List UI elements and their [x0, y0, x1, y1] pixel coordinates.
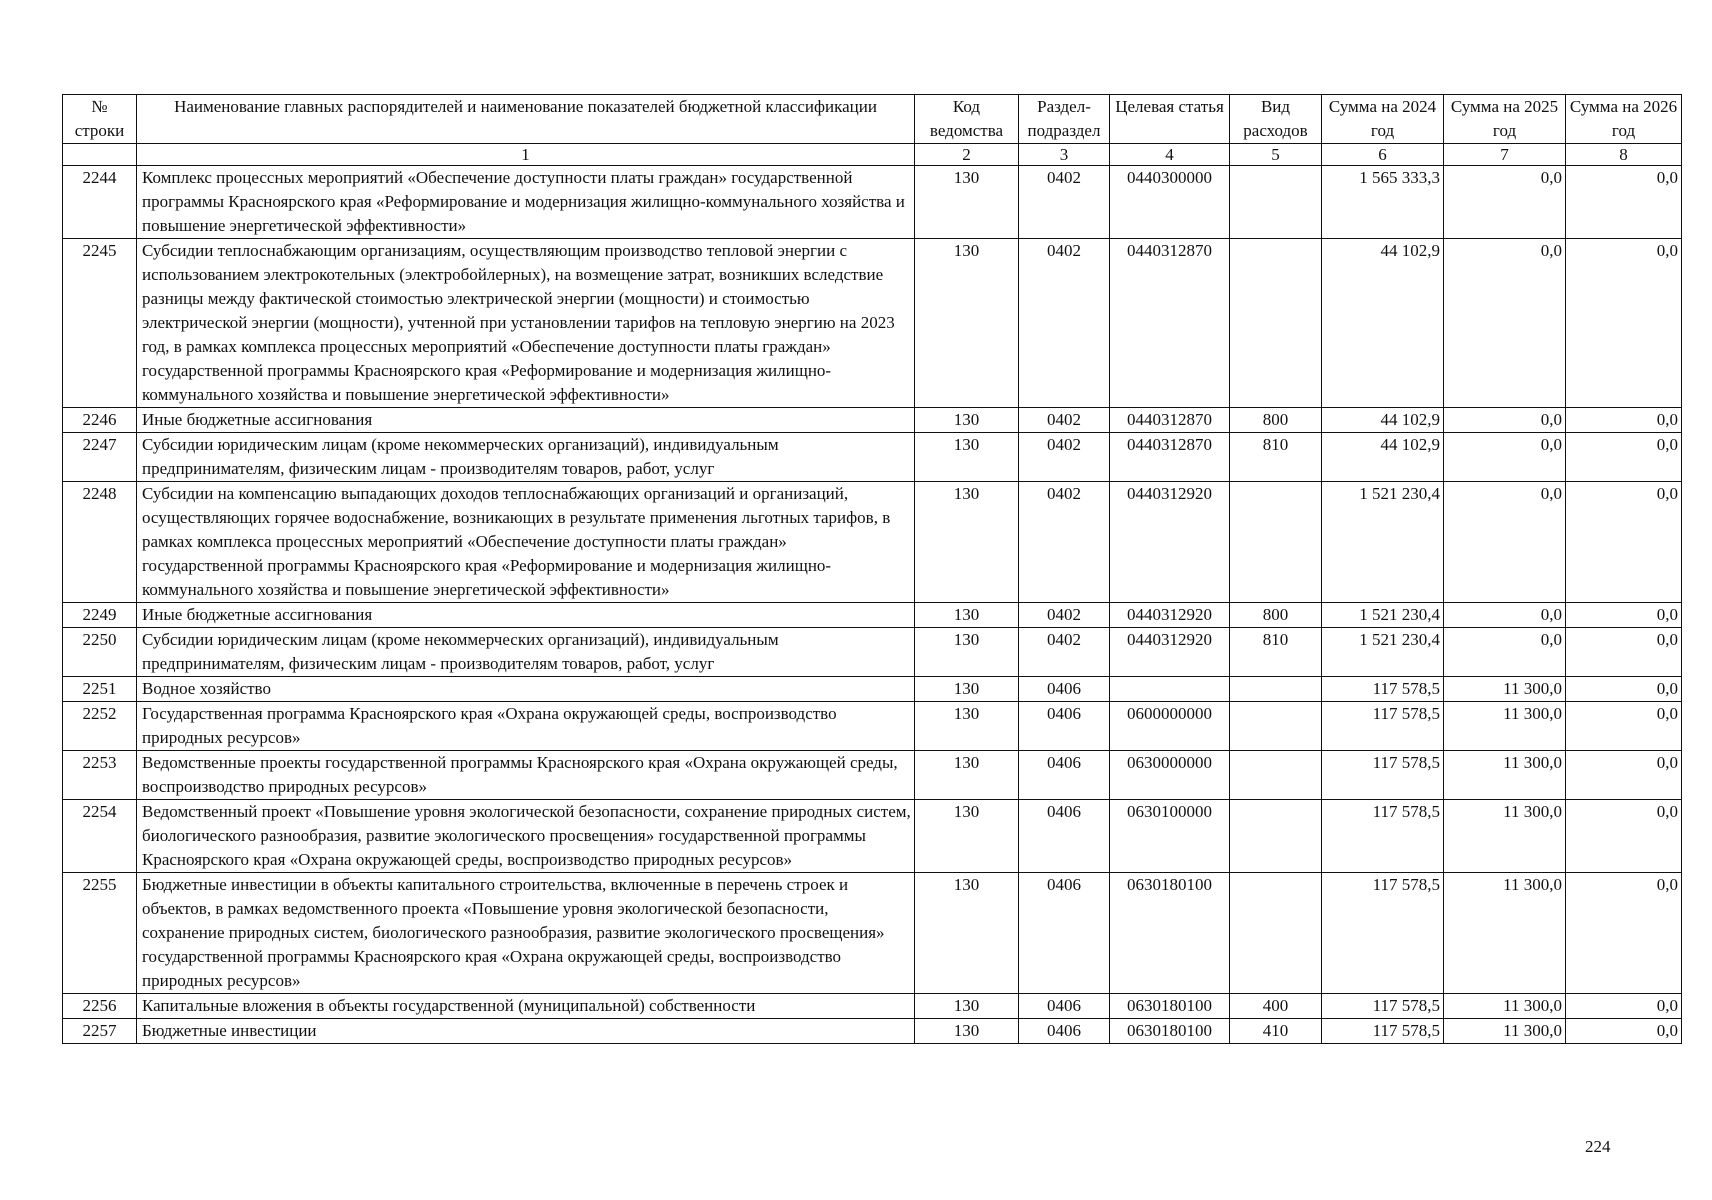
row-name: Иные бюджетные ассигнования — [137, 408, 915, 433]
row-expense-type — [1230, 239, 1322, 408]
row-expense-type — [1230, 482, 1322, 603]
row-expense-type — [1230, 800, 1322, 873]
row-target-article: 0440312920 — [1110, 628, 1230, 677]
row-target-article: 0440312870 — [1110, 408, 1230, 433]
row-sum-2026: 0,0 — [1566, 800, 1682, 873]
row-number: 2249 — [63, 603, 137, 628]
row-target-article: 0440312920 — [1110, 603, 1230, 628]
row-expense-type — [1230, 677, 1322, 702]
row-expense-type: 810 — [1230, 433, 1322, 482]
row-section: 0406 — [1019, 702, 1110, 751]
row-name: Субсидии на компенсацию выпадающих доходов теплоснабжающих организаций и организаций, осуществляющих горячее водоснабжение, возникающих в результате применения льготных тарифов, в рамках комплекса процессных мероприятий «Обеспечение доступности платы граждан» государственной программы Красноярского края «Реформирование и модернизация жилищно-коммунального хозяйства и повышение энергетической эффективности» — [137, 482, 915, 603]
table-row — [63, 800, 1682, 873]
table-row — [63, 1019, 1682, 1044]
row-sum-2026: 0,0 — [1566, 433, 1682, 482]
row-sum-2026: 0,0 — [1566, 408, 1682, 433]
header-target-article: Целевая статья — [1110, 95, 1230, 144]
row-sum-2025: 11 300,0 — [1444, 994, 1566, 1019]
row-section: 0402 — [1019, 482, 1110, 603]
row-sum-2024: 117 578,5 — [1322, 800, 1444, 873]
row-sum-2026: 0,0 — [1566, 239, 1682, 408]
row-ved-code: 130 — [915, 800, 1019, 873]
row-sum-2025: 11 300,0 — [1444, 873, 1566, 994]
header-section: Раздел-подраздел — [1019, 95, 1110, 144]
row-sum-2025: 0,0 — [1444, 408, 1566, 433]
row-section: 0406 — [1019, 873, 1110, 994]
row-target-article: 0440300000 — [1110, 166, 1230, 239]
row-target-article: 0440312870 — [1110, 239, 1230, 408]
row-name: Иные бюджетные ассигнования — [137, 603, 915, 628]
column-number-blank — [63, 144, 137, 166]
row-name: Бюджетные инвестиции в объекты капитального строительства, включенные в перечень строек и объектов, в рамках ведомственного проекта «Повышение уровня экологической безопасности, сохранение природных систем, биологического разнообразия, развитие экологического просвещения» государственной программы Красноярского края «Охрана окружающей среды, воспроизводство природных ресурсов» — [137, 873, 915, 994]
table-row — [63, 408, 1682, 433]
row-sum-2025: 11 300,0 — [1444, 1019, 1566, 1044]
row-sum-2024: 117 578,5 — [1322, 677, 1444, 702]
table-row — [63, 482, 1682, 603]
row-sum-2026: 0,0 — [1566, 994, 1682, 1019]
row-name: Ведомственный проект «Повышение уровня экологической безопасности, сохранение природных систем, биологического разнообразия, развитие экологического просвещения» государственной программы Красноярского края «Охрана окружающей среды, воспроизводство природных ресурсов» — [137, 800, 915, 873]
row-sum-2025: 0,0 — [1444, 628, 1566, 677]
row-name: Комплекс процессных мероприятий «Обеспечение доступности платы граждан» государственной программы Красноярского края «Реформирование и модернизация жилищно-коммунального хозяйства и повышение энергетической эффективности» — [137, 166, 915, 239]
row-expense-type — [1230, 751, 1322, 800]
column-number: 1 — [137, 144, 915, 166]
row-sum-2024: 117 578,5 — [1322, 994, 1444, 1019]
row-section: 0402 — [1019, 166, 1110, 239]
row-number: 2254 — [63, 800, 137, 873]
header-row-number: № строки — [63, 95, 137, 144]
row-name: Субсидии юридическим лицам (кроме некоммерческих организаций), индивидуальным предпринимателям, физическим лицам - производителям товаров, работ, услуг — [137, 628, 915, 677]
row-number: 2245 — [63, 239, 137, 408]
header-row — [63, 95, 1682, 144]
column-number: 3 — [1019, 144, 1110, 166]
row-number: 2253 — [63, 751, 137, 800]
row-sum-2024: 117 578,5 — [1322, 873, 1444, 994]
table-row — [63, 603, 1682, 628]
header-sum-2024: Сумма на 2024 год — [1322, 95, 1444, 144]
row-sum-2025: 0,0 — [1444, 482, 1566, 603]
table-row — [63, 433, 1682, 482]
row-number: 2250 — [63, 628, 137, 677]
row-sum-2026: 0,0 — [1566, 1019, 1682, 1044]
row-sum-2024: 1 521 230,4 — [1322, 482, 1444, 603]
row-ved-code: 130 — [915, 677, 1019, 702]
header-name: Наименование главных распорядителей и наименование показателей бюджетной классификации — [137, 95, 915, 144]
row-ved-code: 130 — [915, 603, 1019, 628]
row-section: 0402 — [1019, 239, 1110, 408]
row-name: Водное хозяйство — [137, 677, 915, 702]
row-sum-2026: 0,0 — [1566, 702, 1682, 751]
row-section: 0406 — [1019, 751, 1110, 800]
row-ved-code: 130 — [915, 873, 1019, 994]
row-section: 0402 — [1019, 433, 1110, 482]
table-row — [63, 873, 1682, 994]
row-target-article: 0630180100 — [1110, 873, 1230, 994]
row-name: Бюджетные инвестиции — [137, 1019, 915, 1044]
row-sum-2024: 44 102,9 — [1322, 239, 1444, 408]
row-sum-2024: 44 102,9 — [1322, 408, 1444, 433]
row-sum-2025: 0,0 — [1444, 166, 1566, 239]
column-number: 7 — [1444, 144, 1566, 166]
row-sum-2026: 0,0 — [1566, 603, 1682, 628]
row-number: 2257 — [63, 1019, 137, 1044]
row-name: Ведомственные проекты государственной программы Красноярского края «Охрана окружающей среды, воспроизводство природных ресурсов» — [137, 751, 915, 800]
row-sum-2026: 0,0 — [1566, 751, 1682, 800]
table-row — [63, 751, 1682, 800]
row-expense-type: 800 — [1230, 408, 1322, 433]
row-number: 2244 — [63, 166, 137, 239]
row-expense-type: 810 — [1230, 628, 1322, 677]
row-sum-2025: 11 300,0 — [1444, 800, 1566, 873]
table-row — [63, 994, 1682, 1019]
row-target-article: 0630180100 — [1110, 994, 1230, 1019]
column-number-row — [63, 144, 1682, 166]
row-number: 2248 — [63, 482, 137, 603]
row-expense-type: 400 — [1230, 994, 1322, 1019]
row-number: 2251 — [63, 677, 137, 702]
row-ved-code: 130 — [915, 433, 1019, 482]
row-target-article: 0630000000 — [1110, 751, 1230, 800]
row-name: Субсидии юридическим лицам (кроме некоммерческих организаций), индивидуальным предпринимателям, физическим лицам - производителям товаров, работ, услуг — [137, 433, 915, 482]
budget-table-sheet — [62, 94, 1681, 1044]
row-sum-2024: 117 578,5 — [1322, 702, 1444, 751]
row-expense-type: 410 — [1230, 1019, 1322, 1044]
header-expense-type: Вид расходов — [1230, 95, 1322, 144]
row-number: 2256 — [63, 994, 137, 1019]
row-sum-2026: 0,0 — [1566, 482, 1682, 603]
row-sum-2025: 0,0 — [1444, 603, 1566, 628]
table-row — [63, 239, 1682, 408]
row-target-article: 0630100000 — [1110, 800, 1230, 873]
row-expense-type — [1230, 166, 1322, 239]
row-target-article — [1110, 677, 1230, 702]
budget-table — [62, 94, 1682, 1044]
row-name: Капитальные вложения в объекты государственной (муниципальной) собственности — [137, 994, 915, 1019]
row-ved-code: 130 — [915, 482, 1019, 603]
column-number: 5 — [1230, 144, 1322, 166]
row-sum-2024: 117 578,5 — [1322, 751, 1444, 800]
row-sum-2024: 1 521 230,4 — [1322, 603, 1444, 628]
row-sum-2026: 0,0 — [1566, 873, 1682, 994]
row-ved-code: 130 — [915, 994, 1019, 1019]
row-number: 2247 — [63, 433, 137, 482]
row-ved-code: 130 — [915, 166, 1019, 239]
row-sum-2024: 1 565 333,3 — [1322, 166, 1444, 239]
row-sum-2025: 11 300,0 — [1444, 677, 1566, 702]
row-ved-code: 130 — [915, 702, 1019, 751]
row-section: 0402 — [1019, 408, 1110, 433]
row-name: Субсидии теплоснабжающим организациям, осуществляющим производство тепловой энергии с использованием электрокотельных (электробойлерных), на возмещение затрат, возникших вследствие разницы между фактической стоимостью электрической энергии (мощности) и стоимостью электрической энергии (мощности), учтенной при установлении тарифов на тепловую энергию на 2023 год, в рамках комплекса процессных мероприятий «Обеспечение доступности платы граждан» государственной программы Красноярского края «Реформирование и модернизация жилищно-коммунального хозяйства и повышение энергетической эффективности» — [137, 239, 915, 408]
column-number: 2 — [915, 144, 1019, 166]
row-section: 0402 — [1019, 603, 1110, 628]
row-target-article: 0440312920 — [1110, 482, 1230, 603]
row-sum-2024: 1 521 230,4 — [1322, 628, 1444, 677]
row-expense-type — [1230, 873, 1322, 994]
row-sum-2025: 11 300,0 — [1444, 702, 1566, 751]
row-sum-2025: 11 300,0 — [1444, 751, 1566, 800]
row-name: Государственная программа Красноярского края «Охрана окружающей среды, воспроизводство природных ресурсов» — [137, 702, 915, 751]
column-number: 4 — [1110, 144, 1230, 166]
header-sum-2025: Сумма на 2025 год — [1444, 95, 1566, 144]
table-row — [63, 628, 1682, 677]
row-sum-2024: 44 102,9 — [1322, 433, 1444, 482]
row-ved-code: 130 — [915, 239, 1019, 408]
row-sum-2026: 0,0 — [1566, 628, 1682, 677]
header-sum-2026: Сумма на 2026 год — [1566, 95, 1682, 144]
row-section: 0406 — [1019, 994, 1110, 1019]
column-number: 6 — [1322, 144, 1444, 166]
row-number: 2246 — [63, 408, 137, 433]
row-sum-2024: 117 578,5 — [1322, 1019, 1444, 1044]
page-number: 224 — [1585, 1137, 1611, 1156]
row-target-article: 0630180100 — [1110, 1019, 1230, 1044]
row-ved-code: 130 — [915, 628, 1019, 677]
row-expense-type: 800 — [1230, 603, 1322, 628]
row-sum-2026: 0,0 — [1566, 677, 1682, 702]
row-ved-code: 130 — [915, 751, 1019, 800]
row-section: 0406 — [1019, 800, 1110, 873]
row-target-article: 0600000000 — [1110, 702, 1230, 751]
table-row — [63, 677, 1682, 702]
row-target-article: 0440312870 — [1110, 433, 1230, 482]
row-section: 0406 — [1019, 677, 1110, 702]
row-number: 2252 — [63, 702, 137, 751]
row-sum-2025: 0,0 — [1444, 239, 1566, 408]
row-sum-2026: 0,0 — [1566, 166, 1682, 239]
row-section: 0406 — [1019, 1019, 1110, 1044]
table-row — [63, 702, 1682, 751]
row-sum-2025: 0,0 — [1444, 433, 1566, 482]
row-ved-code: 130 — [915, 408, 1019, 433]
column-number: 8 — [1566, 144, 1682, 166]
row-expense-type — [1230, 702, 1322, 751]
row-section: 0402 — [1019, 628, 1110, 677]
table-row — [63, 166, 1682, 239]
header-ved-code: Код ведомства — [915, 95, 1019, 144]
row-number: 2255 — [63, 873, 137, 994]
row-ved-code: 130 — [915, 1019, 1019, 1044]
